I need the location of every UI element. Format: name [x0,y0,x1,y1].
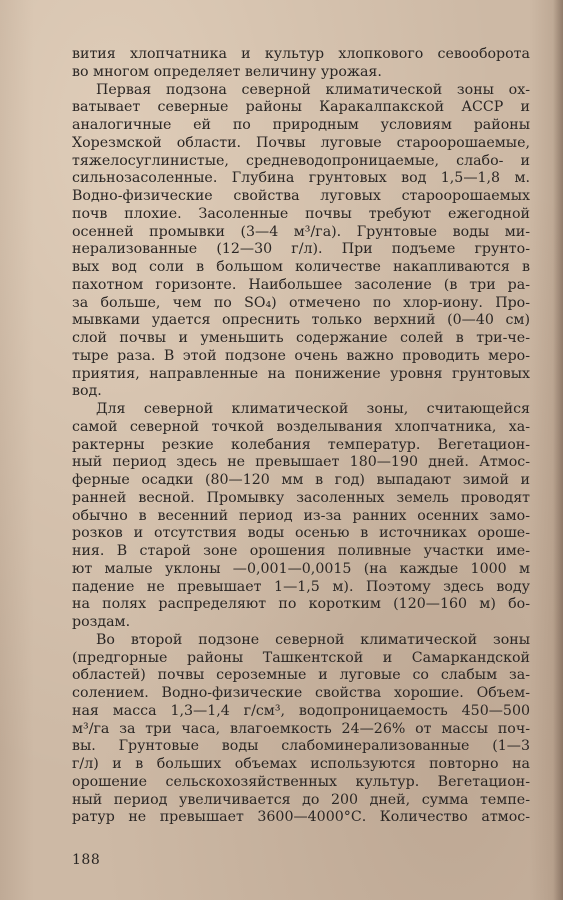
text-line: Водно-физические свойства луговых староорошаемых [72,188,530,204]
text-line: за больше, чем по SO₄) отмечено по хлор-иону. Про- [72,294,530,311]
text-line: ния. В старой зоне орошения поливные участки име- [72,543,530,559]
text-line: сильнозасоленные. Глубина грунтовых вод 1,5—1,8 м. [72,170,530,187]
text-line: ранней весной. Промывку засоленных земель проводят [72,489,530,506]
text-line: вод. [72,383,102,400]
text-line: почв плохие. Засоленные почвы требуют ежегодной [72,205,530,222]
text-line: областей) почвы сероземные и луговые со слабым за- [72,667,530,684]
text-line: осенней промывки (3—4 м³/га). Грунтовые воды ми- [72,223,530,240]
text-line: Во второй подзоне северной климатической зоны [96,631,530,648]
text-line: ный период здесь не превышает 180—190 дней. Атмос- [72,454,530,471]
text-line: солением. Водно-физические свойства хорошие. Объем- [72,685,530,701]
text-line: ная масса 1,3—1,4 г/см³, водопроницаемость 450—500 [72,702,530,719]
text-line: г/л) и в больших объемах используются повторно на [72,756,530,772]
text-line: ный период увеличивается до 200 дней, сумма темпе- [72,791,530,808]
text-line: ферные осадки (80—120 мм в год) выпадают зимой и [72,472,530,488]
text-line: на полях распределяют по коротким (120—160 м) бо- [72,596,530,613]
text-line: роздам. [72,614,131,630]
text-line: пахотном горизонте. Наибольшее засоление (в три ра- [72,276,530,293]
text-line: ратур не превышает 3600—4000°С. Количество атмос- [72,809,530,826]
text-line: падение не превышает 1—1,5 м). Поэтому здесь воду [72,578,530,595]
text-line: Хорезмской области. Почвы луговые староорошаемые, [72,134,530,151]
text-line: рактерны резкие колебания температур. Вегетацион- [72,436,530,453]
text-line: ватывает северные районы Каракалпакской АССР и [72,99,530,116]
text-line: Для северной климатической зоны, считающейся [96,401,530,417]
body-text [72,46,530,827]
text-line: мывками удается опреснить только верхний (0—40 см) [72,312,530,329]
text-line: самой северной точкой возделывания хлопчатника, ха- [72,418,530,435]
text-line: обычно в весенний период из-за ранних осенних замо- [72,507,530,524]
text-line: тыре раза. В этой подзоне очень важно проводить меро- [72,347,530,364]
text-line: м³/га за три часа, влагоемкость 24—26% от массы поч- [72,720,530,737]
text-line: вых вод соли в большом количестве накапливаются в [72,259,530,275]
text-line: орошение сельскохозяйственных культур. Вегетацион- [72,773,530,790]
text-line: тяжелосуглинистые, средневодопроницаемые, слабо- и [72,152,530,169]
page-number: 188 [72,852,101,868]
text-line: вития хлопчатника и культур хлопкового севооборота [72,46,530,62]
text-line: приятия, направленные на понижение уровня грунтовых [72,365,530,382]
text-line: аналогичные ей по природным условиям районы [72,117,530,133]
text-line: вы. Грунтовые воды слабоминерализованные (1—3 [72,738,530,755]
text-line: Первая подзона северной климатической зоны ох- [96,81,530,98]
text-line: ют малые уклоны —0,001—0,0015 (на каждые 1000 м [72,560,530,577]
text-line: (предгорные районы Ташкентской и Самаркандской [72,649,530,666]
text-line: нерализованные (12—30 г/л). При подъеме грунто- [72,241,530,258]
text-line: во многом определяет величину урожая. [72,63,382,80]
text-line: слой почвы и уменьшить содержание солей в три-че- [72,330,530,346]
text-line: розков и отсутствия воды осенью в источниках ороше- [72,525,530,542]
page-edge-shadow [553,0,563,900]
